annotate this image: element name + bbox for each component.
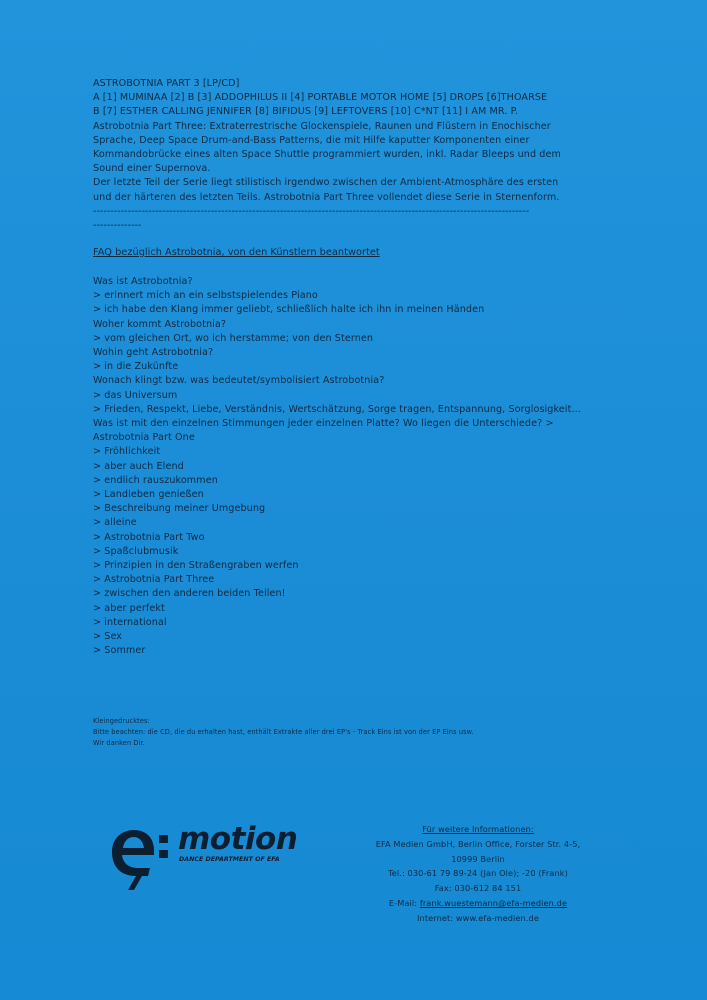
faq-line: > Astrobotnia Part Two xyxy=(93,531,205,543)
description-line: Kommandobrücke eines alten Space Shuttle programmiert wurden, inkl. Radar Bleeps und dem xyxy=(93,149,561,161)
e-colon-logo-mark xyxy=(106,824,178,894)
emotion-logo xyxy=(106,822,306,892)
faq-line: > Fröhlichkeit xyxy=(93,446,161,458)
description-line: Sprache, Deep Space Drum-and-Bass Patterns, die mit Hilfe kaputter Komponenten einer xyxy=(93,134,530,146)
description-line: Astrobotnia Part Three: Extraterrestrische Glockenspiele, Raunen und Flüstern in Enochischer xyxy=(93,120,551,132)
logo-tagline: DANCE DEPARTMENT OF EFA xyxy=(179,856,280,863)
logo-wordmark: motion xyxy=(178,821,298,857)
faq-line: > vom gleichen Ort, wo ich herstamme; von den Sternen xyxy=(93,332,374,344)
email-label: E-Mail: xyxy=(388,897,420,908)
description-line: und der härteren des letzten Teils. Astrobotnia Part Three vollendet diese Serie in Sternenform. xyxy=(93,191,560,203)
faq-line: Was ist mit den einzelnen Stimmungen jeder einzelnen Platte? Wo liegen die Unterschiede? > xyxy=(93,418,554,430)
description-line: Der letzte Teil der Serie liegt stilistisch irgendwo zwischen der Ambient-Atmosphäre des ersten xyxy=(93,177,559,189)
contact-fax: Fax: 030-612 84 151 xyxy=(434,883,522,894)
faq-line: > aber auch Elend xyxy=(93,460,184,472)
faq-list xyxy=(93,275,603,658)
release-info xyxy=(93,77,603,233)
faq-line: Wohin geht Astrobotnia? xyxy=(93,347,214,359)
faq-line: Wonach klingt bzw. was bedeutet/symbolisiert Astrobotnia? xyxy=(93,375,385,387)
small-print-note: Bitte beachten: die CD, die du erhalten hast, enthält Extrakte aller drei EP's - Track Eins ist von der EP Eins usw. xyxy=(93,728,474,736)
contact-email xyxy=(360,896,596,911)
faq-line: > Frieden, Respekt, Liebe, Verständnis, Wertschätzung, Sorge tragen, Entspannung, Sorglosigkeit... xyxy=(93,403,581,415)
faq-line: > Astrobotnia Part Three xyxy=(93,574,215,586)
contact-address: EFA Medien GmbH, Berlin Office, Forster Str. 4-5, xyxy=(375,838,581,849)
small-print-heading: Kleingedrucktes: xyxy=(93,717,150,725)
faq-line: > Beschreibung meiner Umgebung xyxy=(93,503,266,515)
faq-line: > Sommer xyxy=(93,645,146,657)
contact-phone: Tel.: 030-61 79 89-24 (Jan Ole); -20 (Frank) xyxy=(388,868,568,879)
faq-line: > zwischen den anderen beiden Teilen! xyxy=(93,588,286,600)
faq-line: Was ist Astrobotnia? xyxy=(93,276,193,287)
faq-line: > endlich rauszukommen xyxy=(93,474,218,486)
tracklist-side-b: B [7] ESTHER CALLING JENNIFER [8] BIFIDUS [9] LEFTOVERS [10] C*NT [11] I AM MR. P. xyxy=(93,106,519,118)
faq-line: > Spaßclubmusik xyxy=(93,545,179,557)
faq-line: > alleine xyxy=(93,517,137,529)
faq-line: > erinnert mich an ein selbstspielendes Piano xyxy=(93,290,318,302)
small-print-thanks: Wir danken Dir. xyxy=(93,739,145,747)
faq-line: > das Universum xyxy=(93,389,178,401)
small-print xyxy=(93,716,573,749)
faq-line: > aber perfekt xyxy=(93,602,165,614)
tracklist-side-a: A [1] MUMINAA [2] B [3] ADDOPHILUS II [4] PORTABLE MOTOR HOME [5] DROPS [6]THOARSE xyxy=(93,92,548,104)
faq-line: > international xyxy=(93,616,167,628)
contact-heading: Für weitere Informationen: xyxy=(422,824,534,834)
faq-line: Astrobotnia Part One xyxy=(93,432,195,444)
separator-dashes: ------------------------------------------------------------------------------------------------------------------------------ xyxy=(93,205,530,217)
faq-line: > ich habe den Klang immer geliebt, schließlich halte ich ihn in meinen Händen xyxy=(93,304,485,316)
faq-line: > Landleben genießen xyxy=(93,489,204,501)
separator-dashes: -------------- xyxy=(93,220,142,232)
faq-line: > in die Zukünfte xyxy=(93,361,179,373)
description-line: Sound einer Supernova. xyxy=(93,163,211,175)
faq-line: > Sex xyxy=(93,631,123,643)
svg-text:e:: e: xyxy=(106,824,107,825)
contact-internet[interactable]: Internet: www.efa-medien.de xyxy=(417,912,539,923)
release-title: ASTROBOTNIA PART 3 [LP/CD] xyxy=(93,78,240,89)
email-link[interactable]: frank.wuestemann@efa-medien.de xyxy=(419,897,568,908)
contact-city: 10999 Berlin xyxy=(451,853,505,864)
faq-line: Woher kommt Astrobotnia? xyxy=(93,318,227,330)
faq-title: FAQ bezüglich Astrobotnia, von den Künstlern beantwortet xyxy=(93,247,380,258)
faq-line: > Prinzipien in den Straßengraben werfen xyxy=(93,560,299,572)
contact-info xyxy=(360,822,596,926)
